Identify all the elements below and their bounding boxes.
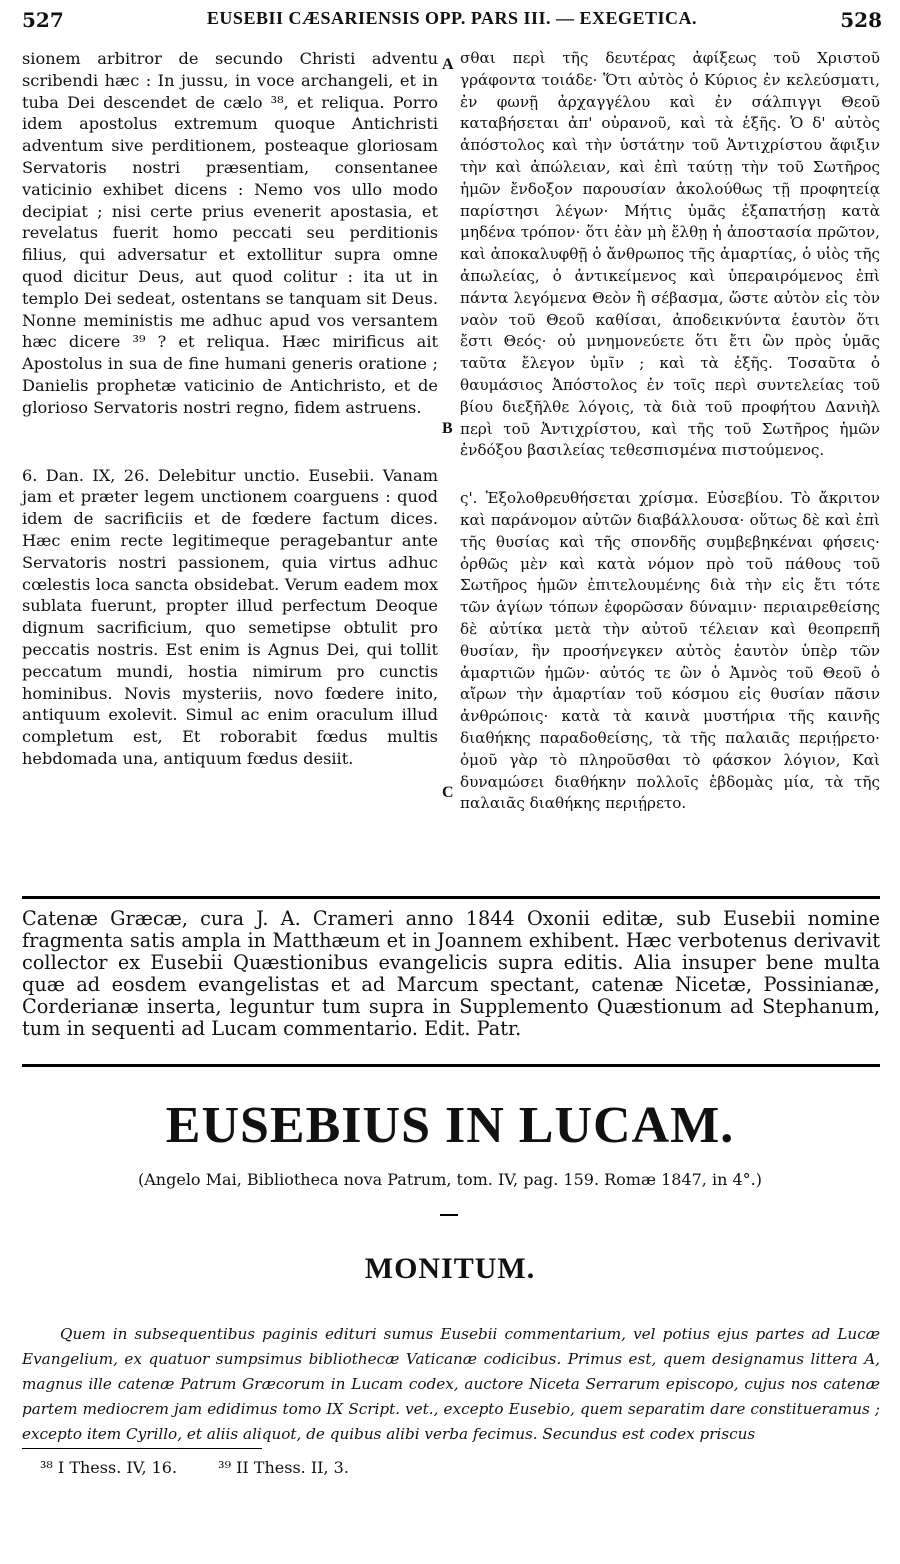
monitum-heading: MONITUM. <box>364 1252 536 1285</box>
margin-marker-c: C <box>442 784 454 801</box>
running-title: EUSEBII CÆSARIENSIS OPP. PARS III. — EXEGETICA. <box>206 8 698 28</box>
footnotes <box>40 1458 385 1477</box>
margin-marker-a: A <box>442 56 454 73</box>
running-header <box>22 4 882 38</box>
section-title: EUSEBIUS IN LUCAM. <box>165 1097 735 1154</box>
greek-column <box>460 48 880 815</box>
greek-paragraph-1: σθαι περὶ τῆς δευτέρας ἀφίξεως τοῦ Χριστοῦ γράφοντα τοιάδε· Ὅτι αὐτὸς ὁ Κύριος ἐν κελεύσματι, ἐν φωνῇ ἀρχαγγέλου καὶ ἐν σάλπιγγι Θεοῦ καταβήσεται ἀπ' οὐρανοῦ, καὶ τὰ ἑξῆς. Ὁ δ' αὐτὸς ἀπόστολος καὶ τὴν ὑστάτην τοῦ Ἀντιχρίστου ἄφιξιν τὴν καὶ ἀπώλειαν, καὶ ἐπὶ ταύτῃ τὴν τοῦ Σωτῆρος ἡμῶν ἔνδοξον παρουσίαν ἀκολούθως τῇ προφητείᾳ παρίστησι λέγων· Μήτις ὑμᾶς ἐξαπατήσῃ κατὰ μηδένα τρόπον· ὅτι ἐὰν μὴ ἔλθῃ ἡ ἀποστασία πρῶτον, καὶ ἀποκαλυφθῇ ὁ ἄνθρωπος τῆς ἁμαρτίας, ὁ υἱὸς τῆς ἀπωλείας, ὁ ἀντικείμενος καὶ ὑπεραιρόμενος ἐπὶ πάντα λεγόμενα Θεὸν ἢ σέβασμα, ὥστε αὐτὸν εἰς τὸν ναὸν τοῦ Θεοῦ καθίσαι, ἀποδεικνύντα ἑαυτὸν ὅτι ἔστι Θεός· οὐ μνημονεύετε ὅτι ἔτι ὢν πρὸς ὑμᾶς ταῦτα ἔλεγον ὑμῖν ; καὶ τὰ ἑξῆς. Τοσαῦτα ὁ θαυμάσιος Ἀπόστολος ἐν τοῖς περὶ συντελείας τοῦ βίου διεξῆλθε λόγοις, τὰ διὰ τοῦ προφήτου Δανιὴλ περὶ τοῦ Ἀντιχρίστου, καὶ τῆς τοῦ Σωτῆρος ἡμῶν ἐνδόξου βασιλείας τεθεσπισμένα πιστούμενος. <box>460 49 880 460</box>
footnote-38: ³⁸ I Thess. IV, 16. <box>40 1458 178 1477</box>
footnote-39: ³⁹ II Thess. II, 3. <box>218 1458 349 1477</box>
catenae-note: Catenæ Græcæ, cura J. A. Crameri anno 1844 Oxonii editæ, sub Eusebii nomine fragmenta satis ampla in Matthæum et in Joannem exhibent. Hæc verbotenus derivavit collector ex Eusebii Quæstionibus evangelicis supra editis. Alia insuper bene multa quæ ad eosdem evangelistas et ad Marcum spectant, catenæ Nicetæ, Possinianæ, Corderianæ inserta, leguntur tum supra in Supplemento Quæstionum ad Stephanum, tum in sequenti ad Lucam commentario. Edit. Patr. <box>22 907 880 1040</box>
footnote-rule <box>22 1448 262 1449</box>
latin-column <box>22 48 438 770</box>
margin-marker-b: B <box>442 420 453 437</box>
section-divider-bottom <box>22 1064 880 1067</box>
title-dash <box>440 1214 458 1216</box>
page-number-right: 528 <box>840 8 882 32</box>
latin-paragraph-1: sionem arbitror de secundo Christi adventu scribendi hæc : In jussu, in voce archangeli, et in tuba Dei descendet de cælo ³⁸, et reliqua. Porro idem apostolus extremum quoque Antichristi adventum sive perditionem, posteaque gloriosam Servatoris nostri præsentiam, consentanee vaticinio exhibet dicens : Nemo vos ullo modo decipiat ; nisi certe prius evenerit apostasia, et revelatus fuerit homo peccati seu perditionis filius, qui adversatur et extollitur supra omne quod dicitur Deus, aut quod colitur : ita ut in templo Dei sedeat, ostentans se tanquam sit Deus. Nonne meministis me adhuc apud vos versantem hæc dicere ³⁹ ? et reliqua. Hæc mirificus ait Apostolus in sua de fine humani generis oratione ; Danielis prophetæ vaticinio de Antichristo, et de glorioso Servatoris nostri regno, fidem astruens. <box>22 49 438 417</box>
section-divider-top <box>22 896 880 899</box>
source-citation: (Angelo Mai, Bibliotheca nova Patrum, tom. IV, pag. 159. Romæ 1847, in 4°.) <box>138 1170 762 1189</box>
monitum-text: Quem in subsequentibus paginis edituri sumus Eusebii commentarium, vel potius ejus partes ad Lucæ Evangelium, ex quatuor sumpsimus bibliothecæ Vaticanæ codicibus. Primus est, quem designamus littera A, magnus ille catenæ Patrum Græcorum in Lucam codex, auctore Niceta Serrarum episcopo, cujus nos catenæ partem mediocrem jam edidimus tomo IX Script. vet., excepto Eusebio, quem separatim dare constitueramus ; excepto item Cyrillo, et aliis aliquot, de quibus alibi verba fecimus. Secundus est codex priscus <box>22 1325 880 1443</box>
latin-paragraph-2: 6. Dan. IX, 26. Delebitur unctio. Eusebii. Vanam jam et præter legem unctionem coarguens : quod idem de sacrificiis et de fœdere factum dices. Hæc enim recte legitimeque peragebantur ante Servatoris nostri passionem, quia virtus adhuc cœlestis loca sancta obsidebat. Verum eadem mox sublata fuerunt, propter illud perfectum Deoque dignum sacrificium, quo semetipse obtulit pro peccatis nostris. Est enim is Agnus Dei, qui tollit peccatum mundi, hostia nimirum pro cunctis hominibus. Novis mysteriis, novo fœdere inito, antiquum exolevit. Simul ac enim oraculum illud completum est, Et roborabit fœdus multis hebdomada una, antiquum fœdus desiit. <box>22 465 438 768</box>
page-number-left: 527 <box>22 8 64 32</box>
greek-paragraph-2: ς'. Ἐξολοθρευθήσεται χρίσμα. Εὐσεβίου. Τὸ ἄκριτον καὶ παράνομον αὐτῶν διαβάλλουσα· οὕτως δὲ καὶ ἐπὶ τῆς θυσίας καὶ τῆς σπονδῆς συμβεβηκέναι φήσεις· ὀρθῶς μὲν καὶ κατὰ νόμον πρὸ τοῦ πάθους τοῦ Σωτῆρος ἡμῶν ἐπιτελουμένης διὰ τὴν εἰς ἔτι τότε τῶν ἁγίων τόπων ἐφορῶσαν δύναμιν· περιαιρεθείσης δὲ αὐτίκα μετὰ τὴν αὐτοῦ τέλειαν καὶ θεοπρεπῆ θυσίαν, ἣν προσήνεγκεν αὐτὸς ἑαυτὸν ὑπὲρ τῶν ἁμαρτιῶν ἡμῶν· αὐτός τε ὢν ὁ Ἀμνὸς τοῦ Θεοῦ ὁ αἴρων τὴν ἁμαρτίαν τοῦ κόσμου εἰς θυσίαν πᾶσιν ἀνθρώποις· κατὰ τὰ καινὰ μυστήρια τῆς καινῆς διαθήκης παραδοθείσης, τὰ τῆς παλαιᾶς περιῄρετο· ὁμοῦ γὰρ τὸ πληροῦσθαι τὸ φάσκον λόγιον, Καὶ δυναμώσει διαθήκην πολλοῖς ἑβδομὰς μία, τὰ τῆς παλαιᾶς διαθήκης περιῄρετο. <box>460 489 880 813</box>
